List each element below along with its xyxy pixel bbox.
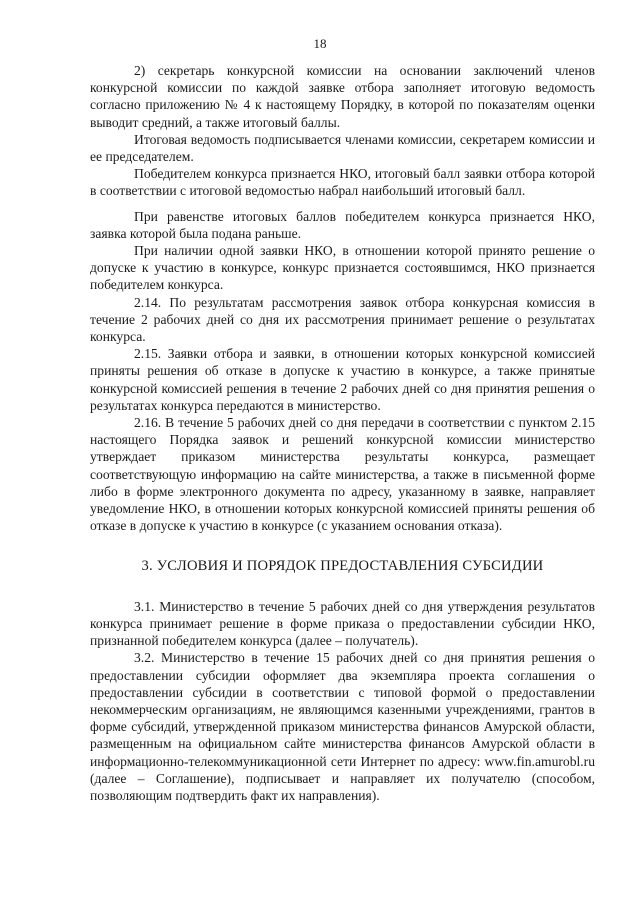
paragraph-2-16: 2.16. В течение 5 рабочих дней со дня передачи в соответствии с пунктом 2.15 настоящего Порядка заявок и решений конкурсной комиссии министерство утверждает приказом министерства результаты конкурса, размещает соответствующую информацию на сайте министерства, а также в письменной форме либо в форме электронного документа по адресу, указанному в заявке, направляет уведомление НКО, в отношении которых конкурсной комиссией приняты решения об отказе в допуске к участию в конкурсе (с указанием основания отказа).: [90, 415, 595, 534]
paragraph-3-2: 3.2. Министерство в течение 15 рабочих дней со дня принятия решения о предоставлении субсидии оформляет два экземпляра проекта соглашения о предоставлении субсидии в соответствии с типовой формой о предоставлении некоммерческим организациям, не являющимся казенными учреждениями, грантов в форме субсидий, утвержденной приказом министерства финансов Амурской области, размещенным на официальном сайте министерства финансов Амурской области в информационно-телекоммуникационной сети Интернет по адресу: www.fin.amurobl.ru (далее – Соглашение), подписывает и направляет их получателю (способом, позволяющим подтвердить факт их направления).: [90, 650, 595, 803]
paragraph-single-application: При наличии одной заявки НКО, в отношении которой принято решение о допуске к участию в конкурсе, конкурс признается состоявшимся, НКО признается победителем конкурса.: [90, 243, 595, 293]
section-heading: 3. УСЛОВИЯ И ПОРЯДОК ПРЕДОСТАВЛЕНИЯ СУБСИДИИ: [141, 558, 544, 575]
paragraph-final-statement: Итоговая ведомость подписывается членами комиссии, секретарем комиссии и ее председателем.: [90, 131, 595, 165]
paragraph-2-14: 2.14. По результатам рассмотрения заявок отбора конкурсная комиссия в течение 2 рабочих дней со дня их рассмотрения принимает решение о результатах конкурса.: [90, 294, 595, 345]
paragraph-2-15: 2.15. Заявки отбора и заявки, в отношении которых конкурсной комиссией приняты решения об отказе в допуске к участию в конкурсе, а также принятые конкурсной комиссией решения в течение 2 рабочих дней со дня принятия решения о результатах конкурса передаются в министерство.: [90, 346, 595, 413]
paragraph-secretary: 2) секретарь конкурсной комиссии на основании заключений членов конкурсной комиссии по каждой заявке отбора заполняет итоговую ведомость согласно приложению № 4 к настоящему Порядку, в которой по показателям оценки выводит средний, а также итоговый баллы.: [90, 63, 595, 130]
paragraph-winner: Победителем конкурса признается НКО, итоговый балл заявки отбора которой в соответствии с итоговой ведомостью набрал наибольший итоговый балл.: [90, 166, 595, 199]
paragraph-equal-scores: При равенстве итоговых баллов победителем конкурса признается НКО, заявка которой была подана раньше.: [90, 208, 595, 241]
paragraph-3-1: 3.1. Министерство в течение 5 рабочих дней со дня утверждения результатов конкурса принимает решение в форме приказа о предоставлении субсидии НКО, признанной победителем конкурса (далее – получатель).: [90, 598, 595, 649]
page-number: 18: [313, 36, 327, 51]
document-body: [90, 62, 595, 804]
